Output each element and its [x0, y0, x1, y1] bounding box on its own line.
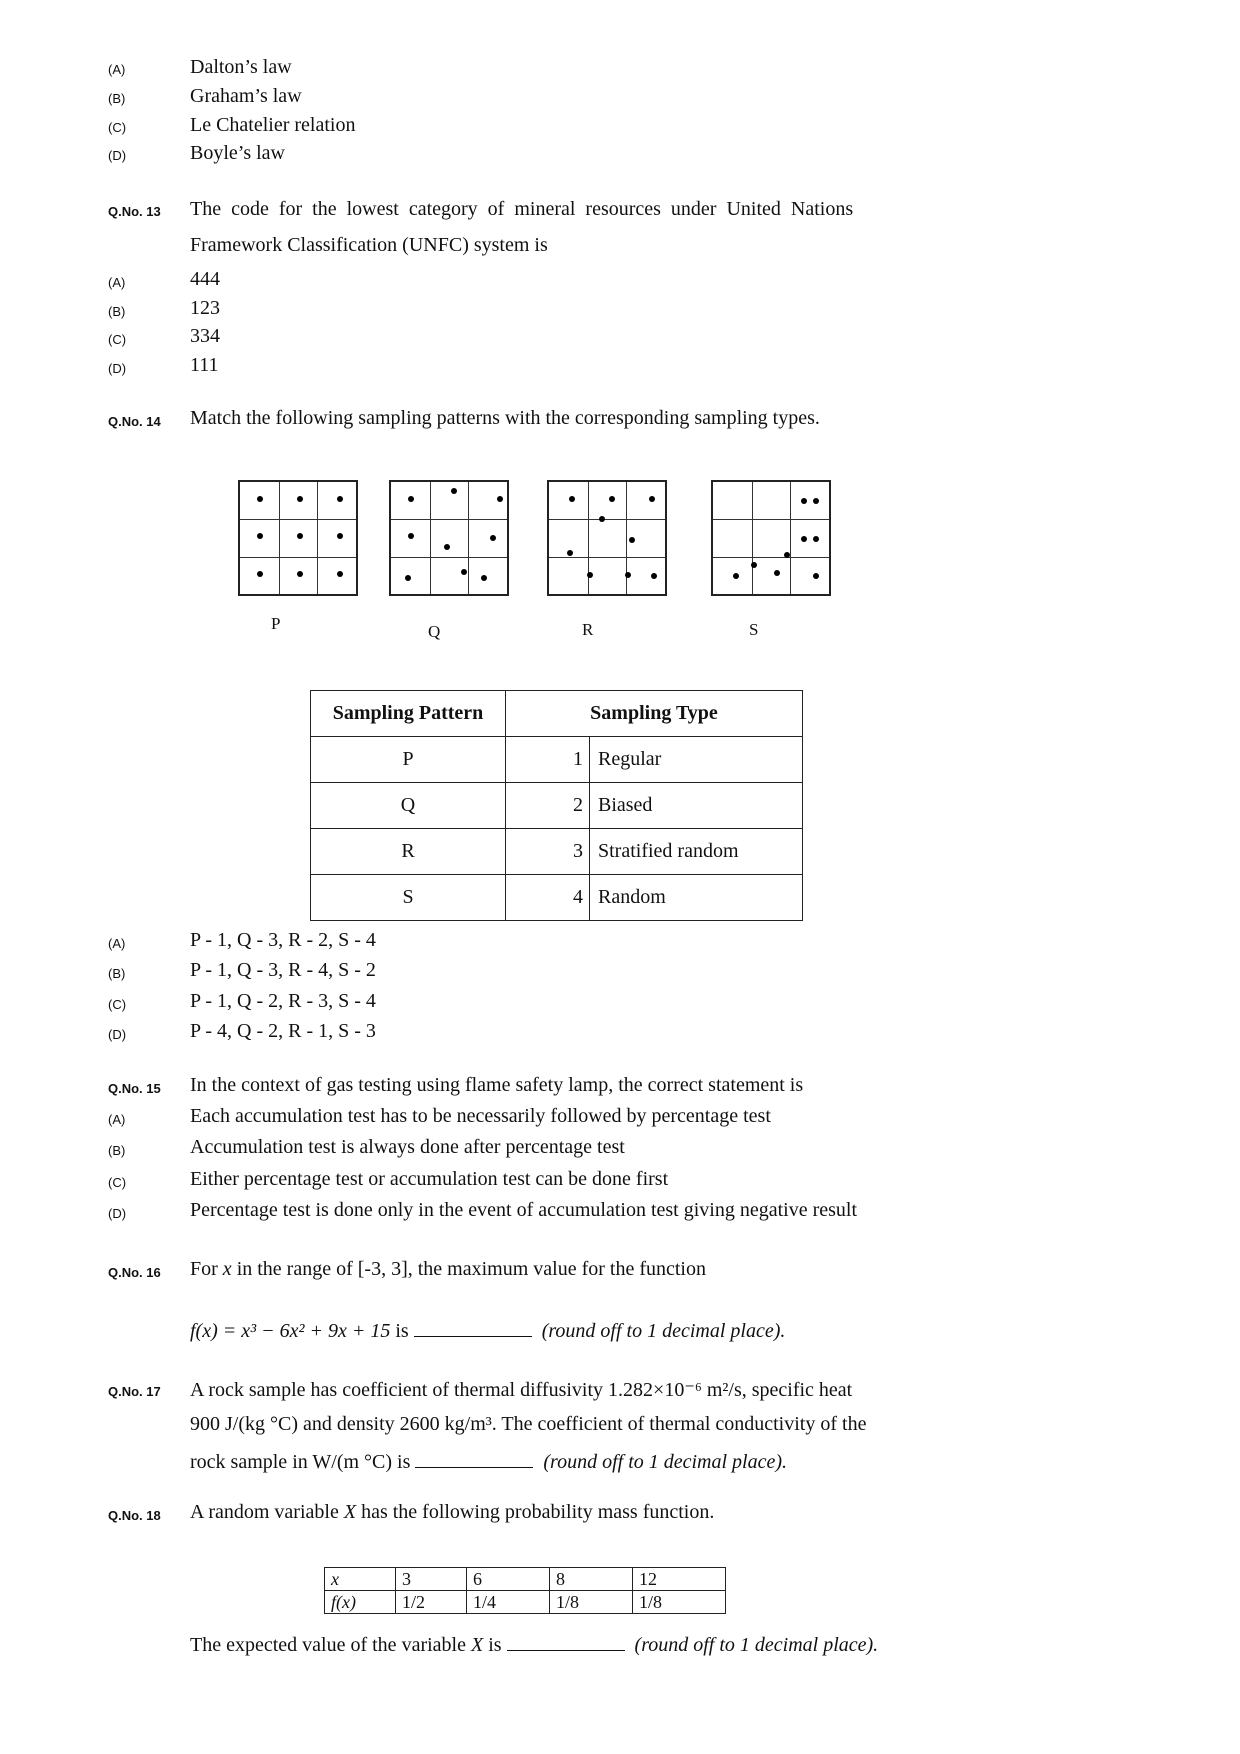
option-text: 111	[190, 354, 219, 376]
option-text: 334	[190, 325, 220, 347]
sample-dot	[444, 544, 450, 550]
sampling-pattern-r	[547, 480, 667, 596]
option-text: Percentage test is done only in the event of accumulation test giving negative result	[190, 1199, 858, 1221]
x-value-cell: 12	[633, 1568, 726, 1591]
question-text	[190, 1501, 714, 1524]
answer-blank	[415, 1449, 533, 1468]
option-label: (A)	[108, 275, 126, 290]
sample-dot	[481, 575, 487, 581]
pattern-label-p: P	[271, 614, 281, 633]
question-text	[190, 1632, 878, 1657]
option-label: (B)	[108, 966, 126, 981]
question-number: Q.No. 16	[108, 1265, 161, 1280]
text-fragment: The expected value of the variable	[190, 1634, 471, 1656]
sample-dot	[629, 537, 635, 543]
pattern-label-s: S	[749, 620, 759, 639]
option-label: (B)	[108, 304, 126, 319]
table-row	[311, 829, 803, 875]
variable: x	[222, 1258, 232, 1280]
text-fragment: is	[488, 1634, 502, 1656]
sample-dot	[599, 516, 605, 522]
sample-dot	[257, 533, 263, 539]
sample-dot	[497, 496, 503, 502]
sample-dot	[257, 571, 263, 577]
option-label: (B)	[108, 1143, 126, 1158]
x-value-cell: 3	[396, 1568, 467, 1591]
option-label: (D)	[108, 1027, 127, 1042]
sample-dot	[297, 496, 303, 502]
option-text: Graham’s law	[190, 85, 302, 107]
round-off-hint: (round off to 1 decimal place).	[634, 1634, 879, 1656]
sample-dot	[408, 533, 414, 539]
pattern-cell: P	[311, 737, 506, 783]
type-cell: Regular	[590, 737, 803, 783]
option-text: Boyle’s law	[190, 142, 285, 164]
sample-dot	[801, 498, 807, 504]
answer-blank	[414, 1318, 532, 1337]
option-text: P - 1, Q - 3, R - 4, S - 2	[190, 959, 376, 981]
option-text: Dalton’s law	[190, 56, 292, 78]
question-text: A rock sample has coefficient of thermal diffusivity 1.282×10⁻⁶ m²/s, specific heat	[190, 1379, 853, 1401]
option-label: (C)	[108, 332, 127, 347]
type-number-cell: 2	[506, 783, 590, 829]
sample-dot	[451, 488, 457, 494]
f-value-cell: 1/2	[396, 1591, 467, 1614]
sample-dot	[461, 569, 467, 575]
sampling-pattern-q	[389, 480, 509, 596]
option-label: (C)	[108, 1175, 127, 1190]
table-row	[311, 875, 803, 921]
sample-dot	[408, 496, 414, 502]
option-text: P - 1, Q - 2, R - 3, S - 4	[190, 990, 376, 1012]
variable: X	[343, 1501, 357, 1523]
variable: X	[470, 1634, 484, 1656]
sample-dot	[490, 535, 496, 541]
sample-dot	[625, 572, 631, 578]
table-row	[311, 737, 803, 783]
header-sampling-type: Sampling Type	[506, 691, 803, 737]
option-label: (B)	[108, 91, 126, 106]
sample-dot	[784, 552, 790, 558]
function-lhs: f(x)	[190, 1320, 218, 1342]
round-off-hint: (round off to 1 decimal place).	[541, 1320, 786, 1342]
type-cell: Biased	[590, 783, 803, 829]
option-label: (A)	[108, 1112, 126, 1127]
question-text: Match the following sampling patterns with the corresponding sampling types.	[190, 407, 820, 429]
option-text: 123	[190, 297, 220, 319]
option-text: Either percentage test or accumulation test can be done first	[190, 1168, 669, 1190]
question-text: Framework Classification (UNFC) system is	[190, 234, 548, 256]
f-label-cell: f(x)	[325, 1591, 396, 1614]
x-value-cell: 8	[550, 1568, 633, 1591]
sample-dot	[337, 571, 343, 577]
option-text: P - 4, Q - 2, R - 1, S - 3	[190, 1020, 376, 1042]
sample-dot	[257, 496, 263, 502]
question-number: Q.No. 17	[108, 1384, 161, 1399]
sample-dot	[297, 533, 303, 539]
match-table	[310, 690, 803, 921]
f-value-cell: 1/8	[550, 1591, 633, 1614]
question-number: Q.No. 13	[108, 204, 161, 219]
function-rhs: = x³ − 6x² + 9x + 15	[222, 1320, 391, 1342]
option-text: Each accumulation test has to be necessarily followed by percentage test	[190, 1105, 771, 1127]
question-number: Q.No. 14	[108, 414, 161, 429]
type-cell: Random	[590, 875, 803, 921]
option-text: Le Chatelier relation	[190, 114, 356, 136]
pmf-table	[324, 1567, 726, 1614]
text-fragment: in the range of [-3, 3], the maximum value for the function	[231, 1258, 706, 1280]
sample-dot	[651, 573, 657, 579]
round-off-hint: (round off to 1 decimal place).	[543, 1451, 788, 1473]
option-label: (C)	[108, 120, 127, 135]
type-number-cell: 1	[506, 737, 590, 783]
option-text: 444	[190, 268, 220, 290]
answer-blank	[507, 1632, 625, 1651]
question-text: The code for the lowest category of mineral resources under United Nations	[190, 198, 854, 220]
table-row	[325, 1568, 726, 1591]
sampling-pattern-p	[238, 480, 358, 596]
pattern-cell: Q	[311, 783, 506, 829]
question-text: In the context of gas testing using flame safety lamp, the correct statement is	[190, 1074, 804, 1096]
text-fragment: For	[190, 1258, 223, 1280]
option-label: (D)	[108, 1206, 127, 1221]
f-value-cell: 1/8	[633, 1591, 726, 1614]
sample-dot	[337, 496, 343, 502]
text-fragment: has the following probability mass function.	[356, 1501, 715, 1523]
option-text: Accumulation test is always done after percentage test	[190, 1136, 625, 1158]
question-text	[190, 1258, 706, 1281]
pattern-cell: S	[311, 875, 506, 921]
sample-dot	[813, 498, 819, 504]
pattern-cell: R	[311, 829, 506, 875]
sample-dot	[813, 536, 819, 542]
table-header-row	[311, 691, 803, 737]
type-number-cell: 3	[506, 829, 590, 875]
option-label: (A)	[108, 62, 126, 77]
x-value-cell: 6	[467, 1568, 550, 1591]
type-number-cell: 4	[506, 875, 590, 921]
option-text: P - 1, Q - 3, R - 2, S - 4	[190, 929, 376, 951]
question-text	[190, 1449, 787, 1474]
pattern-label-q: Q	[428, 622, 441, 641]
sample-dot	[801, 536, 807, 542]
sample-dot	[733, 573, 739, 579]
f-value-cell: 1/4	[467, 1591, 550, 1614]
option-label: (A)	[108, 936, 126, 951]
sample-dot	[813, 573, 819, 579]
sample-dot	[337, 533, 343, 539]
question-number: Q.No. 18	[108, 1508, 161, 1523]
question-number: Q.No. 15	[108, 1081, 161, 1096]
header-sampling-pattern: Sampling Pattern	[311, 691, 506, 737]
text-fragment: is	[395, 1320, 409, 1342]
option-label: (D)	[108, 361, 127, 376]
text-fragment: rock sample in W/(m °C) is	[190, 1451, 411, 1473]
sample-dot	[587, 572, 593, 578]
sample-dot	[405, 575, 411, 581]
type-cell: Stratified random	[590, 829, 803, 875]
table-row	[325, 1591, 726, 1614]
sample-dot	[609, 496, 615, 502]
option-label: (D)	[108, 148, 127, 163]
sample-dot	[751, 562, 757, 568]
option-label: (C)	[108, 997, 127, 1012]
sample-dot	[649, 496, 655, 502]
question-text: 900 J/(kg °C) and density 2600 kg/m³. The coefficient of thermal conductivity of the	[190, 1413, 867, 1435]
function-expression	[190, 1318, 785, 1343]
sample-dot	[297, 571, 303, 577]
sample-dot	[567, 550, 573, 556]
sample-dot	[569, 496, 575, 502]
sampling-pattern-s	[711, 480, 831, 596]
text-fragment: A random variable	[190, 1501, 344, 1523]
table-row	[311, 783, 803, 829]
x-label-cell: x	[325, 1568, 396, 1591]
pattern-label-r: R	[582, 620, 594, 639]
sample-dot	[774, 570, 780, 576]
